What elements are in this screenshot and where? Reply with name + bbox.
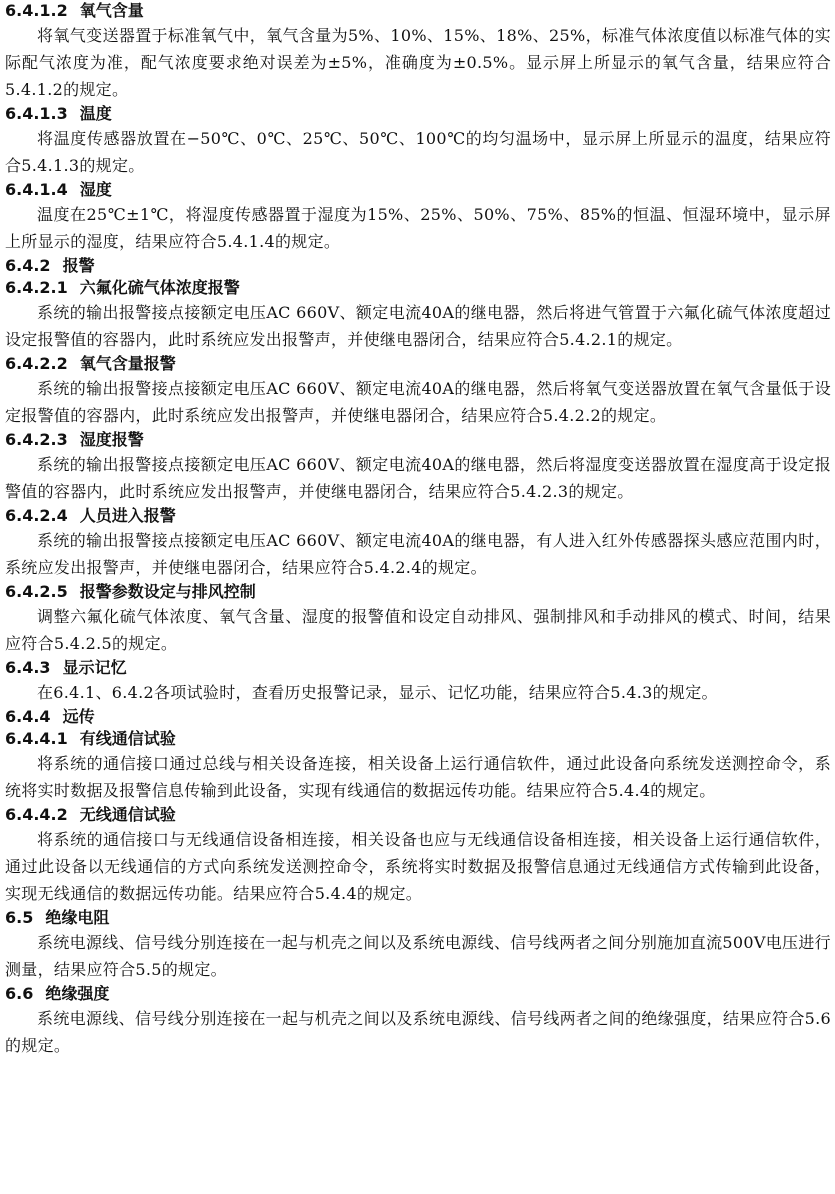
section-number: 6.4.2 <box>5 256 51 275</box>
section-title: 报警 <box>62 256 95 275</box>
section-title: 温度 <box>79 104 112 123</box>
section-number: 6.4.2.4 <box>5 506 68 525</box>
section-number: 6.4.2.1 <box>5 278 68 297</box>
section <box>5 353 831 429</box>
section <box>5 706 831 728</box>
section-title: 绝缘电阻 <box>45 908 110 927</box>
section-paragraph: 将温度传感器放置在−50℃、0℃、25℃、50℃、100℃的均匀温场中，显示屏上所显示的温度，结果应符合5.4.1.3的规定。 <box>5 129 831 175</box>
section-title: 无线通信试验 <box>79 805 176 824</box>
section <box>5 103 831 179</box>
section-title: 湿度 <box>79 180 112 199</box>
section <box>5 179 831 255</box>
section-number: 6.6 <box>5 984 34 1003</box>
section-paragraph: 在6.4.1、6.4.2各项试验时，查看历史报警记录，显示、记忆功能，结果应符合5.4.3的规定。 <box>37 683 718 702</box>
section-heading <box>5 179 831 201</box>
section-heading <box>5 103 831 125</box>
section-paragraph: 调整六氟化硫气体浓度、氧气含量、湿度的报警值和设定自动排风、强制排风和手动排风的模式、时间，结果应符合5.4.2.5的规定。 <box>5 607 831 653</box>
section <box>5 907 831 983</box>
section <box>5 505 831 581</box>
section-number: 6.5 <box>5 908 34 927</box>
section-heading <box>5 353 831 375</box>
section-title: 氧气含量报警 <box>79 354 176 373</box>
section-title: 人员进入报警 <box>79 506 176 525</box>
section-paragraph: 系统电源线、信号线分别连接在一起与机壳之间以及系统电源线、信号线两者之间分别施加直流500V电压进行测量，结果应符合5.5的规定。 <box>5 933 831 979</box>
section-number: 6.4.4.1 <box>5 729 68 748</box>
section-number: 6.4.4 <box>5 707 51 726</box>
section-paragraph: 温度在25℃±1℃，将湿度传感器置于湿度为15%、25%、50%、75%、85%的恒温、恒湿环境中，显示屏上所显示的湿度，结果应符合5.4.1.4的规定。 <box>5 205 831 251</box>
section-heading <box>5 804 831 826</box>
section-heading <box>5 255 831 277</box>
section-number: 6.4.3 <box>5 658 51 677</box>
section-paragraph: 将氧气变送器置于标准氧气中，氧气含量为5%、10%、15%、18%、25%，标准气体浓度值以标准气体的实际配气浓度为准，配气浓度要求绝对误差为±5%，准确度为±0.5%。显示屏上所显示的氧气含量，结果应符合5.4.1.2的规定。 <box>5 26 831 99</box>
section-title: 氧气含量 <box>79 1 144 20</box>
section <box>5 728 831 804</box>
section <box>5 581 831 657</box>
section-paragraph: 系统的输出报警接点接额定电压AC 660V、额定电流40A的继电器，然后将湿度变送器放置在湿度高于设定报警值的容器内，此时系统应发出报警声，并使继电器闭合，结果应符合5.4.2.3的规定。 <box>5 455 831 501</box>
section-heading <box>5 505 831 527</box>
section-heading <box>5 0 831 22</box>
section-number: 6.4.1.2 <box>5 1 68 20</box>
section-title: 报警参数设定与排风控制 <box>79 582 256 601</box>
section-heading <box>5 706 831 728</box>
section-number: 6.4.4.2 <box>5 805 68 824</box>
section-paragraph: 将系统的通信接口与无线通信设备相连接，相关设备也应与无线通信设备相连接，相关设备上运行通信软件，通过此设备以无线通信的方式向系统发送测控命令，系统将实时数据及报警信息通过无线通信方式传输到此设备，实现无线通信的数据远传功能。结果应符合5.4.4的规定。 <box>5 830 831 903</box>
section <box>5 804 831 907</box>
section-title: 六氟化硫气体浓度报警 <box>79 278 240 297</box>
section <box>5 429 831 505</box>
section <box>5 0 831 103</box>
section <box>5 983 831 1059</box>
section-title: 显示记忆 <box>62 658 127 677</box>
section <box>5 277 831 353</box>
section-number: 6.4.1.4 <box>5 180 68 199</box>
section-title: 绝缘强度 <box>45 984 110 1003</box>
section-paragraph: 系统电源线、信号线分别连接在一起与机壳之间以及系统电源线、信号线两者之间的绝缘强度，结果应符合5.6的规定。 <box>5 1009 831 1055</box>
section-title: 远传 <box>62 707 95 726</box>
section-paragraph: 系统的输出报警接点接额定电压AC 660V、额定电流40A的继电器，然后将氧气变送器放置在氧气含量低于设定报警值的容器内，此时系统应发出报警声，并使继电器闭合，结果应符合5.4.2.2的规定。 <box>5 379 831 425</box>
section-number: 6.4.2.2 <box>5 354 68 373</box>
section <box>5 255 831 277</box>
section-heading <box>5 907 831 929</box>
section-heading <box>5 728 831 750</box>
section-paragraph: 系统的输出报警接点接额定电压AC 660V、额定电流40A的继电器，然后将进气管置于六氟化硫气体浓度超过设定报警值的容器内，此时系统应发出报警声，并使继电器闭合，结果应符合5.4.2.1的规定。 <box>5 303 831 349</box>
section-heading <box>5 429 831 451</box>
section-number: 6.4.2.5 <box>5 582 68 601</box>
section-heading <box>5 983 831 1005</box>
section-paragraph: 系统的输出报警接点接额定电压AC 660V、额定电流40A的继电器，有人进入红外传感器探头感应范围内时，系统应发出报警声，并使继电器闭合，结果应符合5.4.2.4的规定。 <box>5 531 831 577</box>
section-paragraph: 将系统的通信接口通过总线与相关设备连接，相关设备上运行通信软件，通过此设备向系统发送测控命令，系统将实时数据及报警信息传输到此设备，实现有线通信的数据远传功能。结果应符合5.4.4的规定。 <box>5 754 831 800</box>
section-heading <box>5 277 831 299</box>
section <box>5 657 831 706</box>
section-number: 6.4.2.3 <box>5 430 68 449</box>
section-heading <box>5 581 831 603</box>
section-title: 湿度报警 <box>79 430 144 449</box>
section-number: 6.4.1.3 <box>5 104 68 123</box>
section-title: 有线通信试验 <box>79 729 176 748</box>
section-heading <box>5 657 831 679</box>
